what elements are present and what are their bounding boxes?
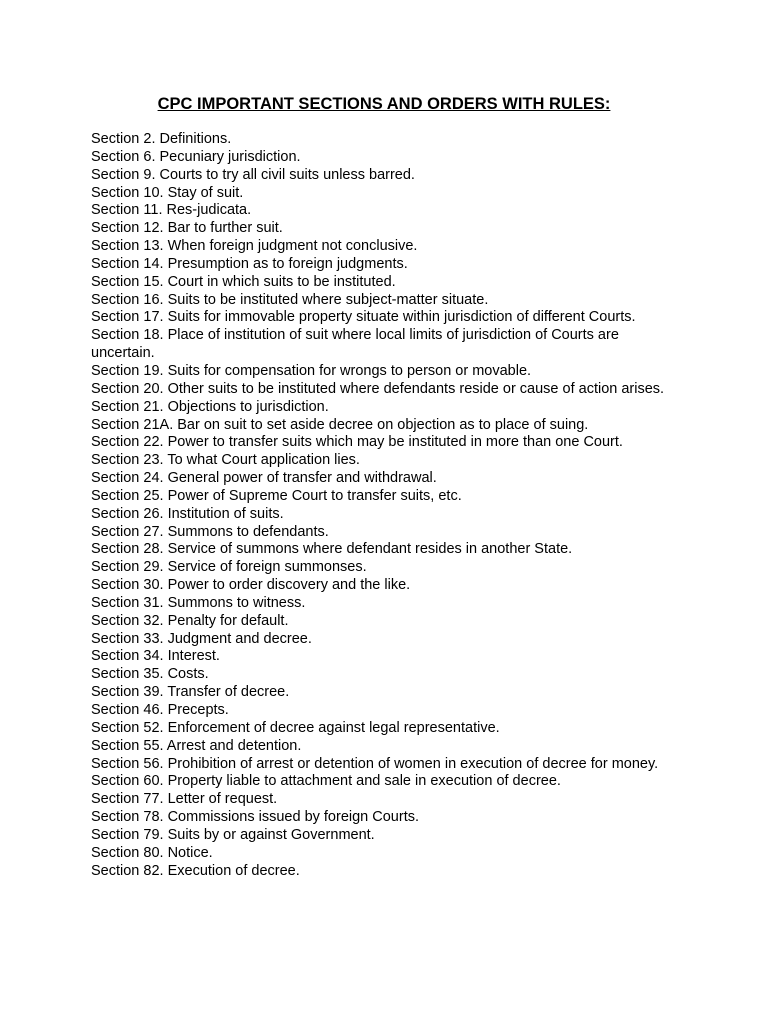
section-entry: Section 2. Definitions.	[91, 131, 232, 147]
section-entry: Section 6. Pecuniary jurisdiction.	[91, 148, 301, 165]
section-entry: Section 27. Summons to defendants.	[91, 523, 329, 540]
section-entry: Section 35. Costs.	[91, 666, 209, 683]
section-entry: Section 82. Execution of decree.	[91, 862, 300, 879]
section-entry: Section 21A. Bar on suit to set aside decree on objection as to place of suing.	[91, 416, 589, 433]
section-entry: Section 20. Other suits to be instituted where defendants reside or cause of action arises.	[91, 380, 665, 397]
section-entry: Section 17. Suits for immovable property situate within jurisdiction of different Courts.	[91, 309, 636, 326]
section-entry: Section 12. Bar to further suit.	[91, 220, 283, 237]
section-entry: Section 26. Institution of suits.	[91, 505, 284, 522]
section-entry: Section 13. When foreign judgment not conclusive.	[91, 238, 418, 255]
section-entry: Section 23. To what Court application lies.	[91, 452, 360, 469]
section-entry: Section 18. Place of institution of suit where local limits of jurisdiction of Courts are uncertain.	[91, 327, 619, 362]
section-entry: Section 60. Property liable to attachment and sale in execution of decree.	[91, 773, 561, 790]
section-entry: Section 46. Precepts.	[91, 702, 229, 718]
section-list	[91, 131, 681, 880]
section-entry: Section 78. Commissions issued by foreign Courts.	[91, 809, 420, 826]
section-entry: Section 21. Objections to jurisdiction.	[91, 398, 329, 415]
section-entry: Section 11. Res-judicata.	[91, 202, 252, 219]
section-entry: Section 28. Service of summons where defendant resides in another State.	[91, 541, 573, 558]
section-entry: Section 16. Suits to be instituted where subject-matter situate.	[91, 291, 489, 308]
section-entry: Section 55. Arrest and detention.	[91, 737, 302, 754]
section-entry: Section 24. General power of transfer and withdrawal.	[91, 470, 437, 487]
section-entry: Section 80. Notice.	[91, 844, 213, 861]
section-entry: Section 77. Letter of request.	[91, 791, 278, 808]
section-entry: Section 79. Suits by or against Government.	[91, 826, 375, 843]
section-entry: Section 15. Court in which suits to be instituted.	[91, 273, 396, 290]
section-entry: Section 30. Power to order discovery and the like.	[91, 577, 411, 594]
section-entry: Section 22. Power to transfer suits which may be instituted in more than one Court.	[91, 434, 623, 451]
section-entry: Section 14. Presumption as to foreign judgments.	[91, 255, 408, 272]
section-entry: Section 19. Suits for compensation for wrongs to person or movable.	[91, 362, 532, 379]
document-title: CPC IMPORTANT SECTIONS AND ORDERS WITH RULES:	[157, 95, 611, 113]
section-entry: Section 33. Judgment and decree.	[91, 630, 312, 647]
section-entry: Section 39. Transfer of decree.	[91, 684, 290, 701]
section-entry: Section 29. Service of foreign summonses.	[91, 559, 367, 576]
section-entry: Section 34. Interest.	[91, 648, 220, 665]
section-entry: Section 10. Stay of suit.	[91, 184, 244, 201]
section-entry: Section 9. Courts to try all civil suits unless barred.	[91, 166, 415, 183]
section-entry: Section 25. Power of Supreme Court to transfer suits, etc.	[91, 487, 462, 504]
section-entry: Section 32. Penalty for default.	[91, 612, 289, 629]
section-entry: Section 31. Summons to witness.	[91, 594, 306, 611]
section-entry: Section 56. Prohibition of arrest or detention of women in execution of decree for money.	[91, 755, 659, 772]
section-entry: Section 52. Enforcement of decree against legal representative.	[91, 719, 500, 736]
